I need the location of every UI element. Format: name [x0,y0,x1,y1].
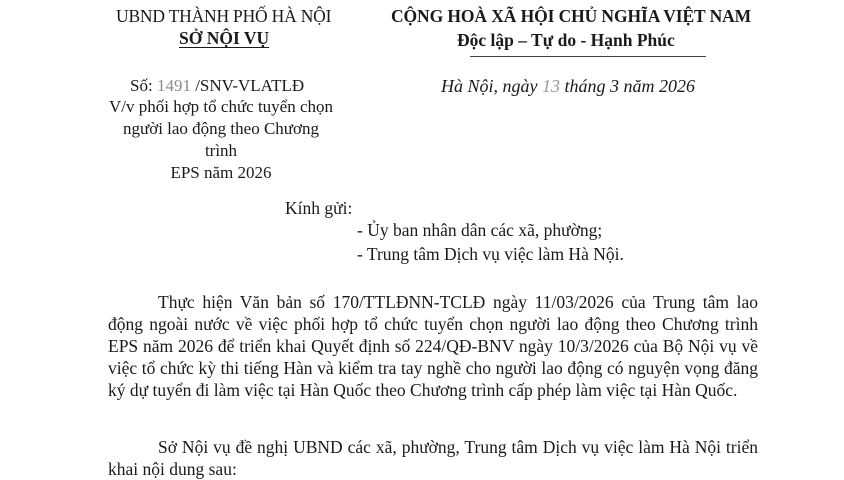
document-number-suffix: /SNV-VLATLĐ [190,76,305,95]
subject-line: người lao động theo Chương trình [122,119,319,160]
subject-line: V/v phối hợp tổ chức tuyển chọn [108,97,334,116]
date-prefix: Hà Nội, ngày [441,76,542,96]
subject-line: EPS năm 2026 [170,163,272,182]
recipient-item: - Trung tâm Dịch vụ việc làm Hà Nội. [357,244,624,264]
body-paragraph [108,436,758,480]
document-date [441,76,695,97]
date-day: 13 [542,76,560,96]
motto-underline [470,56,706,57]
paragraph-text: Thực hiện Văn bản số 170/TTLĐNN-TCLĐ ngày 11/03/2026 của Trung tâm lao động ngoài nước về việc phối hợp tổ chức tuyển chọn người lao động theo Chương trình EPS năm 2026 để triển khai Quyết định số 224/QĐ-BNV ngày 10/3/2026 của Bộ Nội vụ về việc tổ chức kỳ thi tiếng Hàn và kiểm tra tay nghề cho người lao động có nguyện vọng đăng ký dự tuyển đi làm việc tại Hàn Quốc theo Chương trình cấp phép làm việc tại Hàn Quốc. [108,292,758,400]
date-suffix: tháng 3 năm 2026 [560,76,695,96]
national-title: CỘNG HOÀ XÃ HỘI CHỦ NGHĨA VIỆT NAM [391,6,752,26]
issuing-department: SỞ NỘI VỤ [179,28,270,48]
recipient-item: - Ủy ban nhân dân các xã, phường; [357,220,603,240]
issuing-agency: UBND THÀNH PHỐ HÀ NỘI [116,6,332,26]
recipient-greeting: Kính gửi: [285,198,353,218]
national-motto: Độc lập – Tự do - Hạnh Phúc [457,30,675,50]
document-number-value: 1491 [156,76,191,95]
body-paragraph [108,291,758,401]
document-subject [106,96,336,184]
paragraph-text: Sở Nội vụ đề nghị UBND các xã, phường, Trung tâm Dịch vụ việc làm Hà Nội triển khai nội dung sau: [108,437,758,479]
document-number-prefix: Số: [130,76,157,95]
document-number [130,76,304,96]
